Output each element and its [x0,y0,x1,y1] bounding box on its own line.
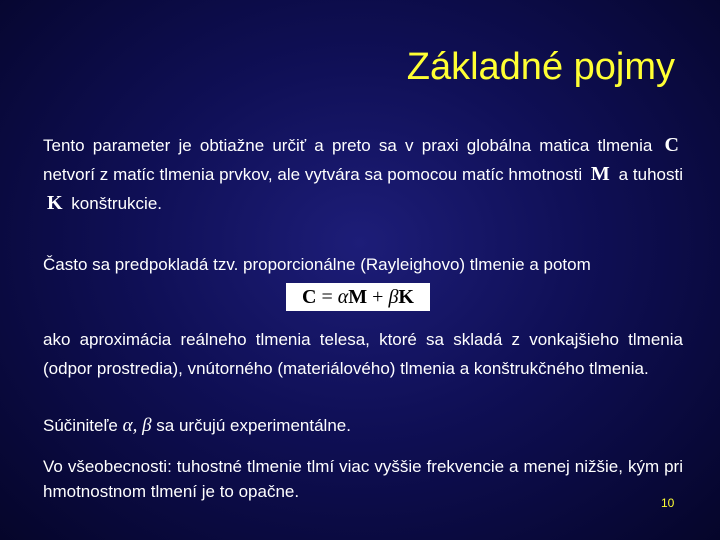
paragraph-damping-matrix [43,131,683,221]
paragraph-approximation: ako aproximácia reálneho tlmenia telesa, ktoré sa skladá z vonkajšieho tlmenia (odpor prostredia), vnútorného (materiálového) tlmenia a konštrukčného tlmenia. [43,330,683,378]
symbol-k: K [47,192,63,214]
eq-k: K [398,286,414,308]
p1-text-1: Tento parameter je obtiažne určiť a preto sa v praxi globálna matica tlmenia [43,136,653,155]
eq-equals: = [316,286,338,308]
paragraph-coefficients [43,411,683,440]
eq-lhs: C [302,286,317,308]
paragraph-rayleigh: Často sa predpokladá tzv. proporcionálne (Rayleighovo) tlmenie a potom [43,255,591,274]
alpha-beta-symbols: α, β [122,415,152,436]
p1-text-2: netvorí z matíc tlmenia prvkov, ale vytvára sa pomocou matíc hmotnosti [43,165,583,184]
eq-plus: + [367,286,389,308]
page-number: 10 [661,496,675,510]
p1-text-4: konštrukcie. [71,194,162,213]
symbol-m: M [590,163,610,185]
eq-alpha: α [337,286,349,308]
slide-title: Základné pojmy [406,46,675,88]
p4-text-2: sa určujú experimentálne. [156,416,351,435]
eq-m: M [348,286,368,308]
eq-beta: β [388,286,399,308]
p1-text-3: a tuhosti [618,165,683,184]
rayleigh-equation [286,283,430,311]
paragraph-generalization: Vo všeobecnosti: tuhostné tlmenie tlmí viac vyššie frekvencie a menej nižšie, kým pri hmotnostnom tlmení je to opačne. [43,457,683,501]
symbol-c: C [664,134,679,156]
p4-text-1: Súčiniteľe [43,416,118,435]
